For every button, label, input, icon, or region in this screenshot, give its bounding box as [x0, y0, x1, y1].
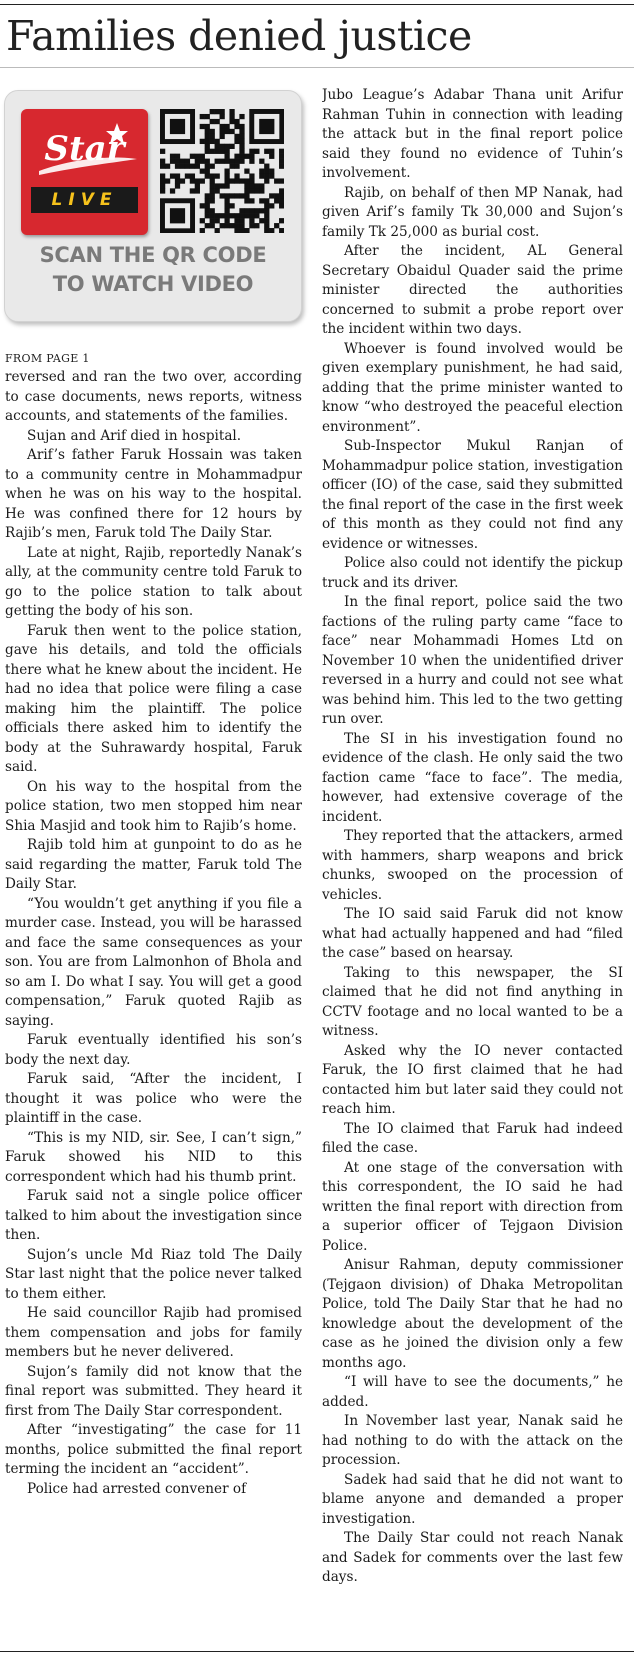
article-column-right [322, 86, 623, 1651]
star-live-logo [21, 109, 148, 235]
paragraph: Anisur Rahman, deputy commissioner (Tejgaon division) of Dhaka Metropolitan Police, told The Daily Star that he had no knowledge about the development of the case as he joined the division only a few months ago. [322, 1257, 623, 1371]
paragraph: They reported that the attackers, armed with hammers, sharp weapons and brick chunks, swooped on the procession of vehicles. [322, 828, 623, 903]
paragraph: Arif’s father Faruk Hossain was taken to a community centre in Mohammadpur when he was on his way to the hospital. He was confined there for 12 hours by Rajib’s men, Faruk told The Daily Star. [5, 447, 302, 541]
paragraph: Sujan and Arif died in hospital. [27, 427, 242, 444]
paragraph: After “investigating” the case for 11 months, police submitted the final report terming the incident an “accident”. [5, 1422, 302, 1477]
paragraph: In November last year, Nanak said he had nothing to do with the attack on the procession. [322, 1413, 623, 1468]
star-swoosh-icon [21, 109, 148, 235]
top-rule [0, 4, 634, 5]
cta-line-1: SCAN THE QR CODE [39, 243, 267, 267]
paragraph: Sujon’s uncle Md Riaz told The Daily Star last night that the police never talked to them either. [5, 1246, 302, 1302]
paragraph: In the final report, police said the two factions of the ruling party came “face to face” near Mohammadi Homes Ltd on November 10 when the unidentified driver reversed in a hurry and could not see what was behind him. This led to the two getting run over. [322, 594, 623, 727]
right-paragraphs [322, 86, 623, 1588]
qr-code-icon[interactable] [160, 109, 284, 233]
paragraph: He said councillor Rajib had promised them compensation and jobs for family members but he never delivered. [5, 1305, 302, 1360]
logo-wordmark: Star [44, 129, 125, 169]
paragraph: “I will have to see the documents,” he added. [322, 1374, 623, 1410]
paragraph: The SI in his investigation found no evidence of the clash. He only said the two faction came “face to face”. The media, however, had extensive coverage of the incident. [322, 730, 623, 825]
paragraph: Sujon’s family did not know that the final report was submitted. They heard it first from The Daily Star correspondent. [5, 1363, 302, 1419]
paragraph: The IO claimed that Faruk had indeed filed the case. [322, 1120, 623, 1156]
qr-instructions [5, 241, 301, 299]
paragraph: After the incident, AL General Secretary Obaidul Quader said the prime minister directed the authorities concerned to submit a probe report over the incident within two days. [322, 243, 623, 337]
paragraph: Asked why the IO never contacted Faruk, the IO first claimed that he had contacted him but later said they could not reach him. [322, 1042, 623, 1117]
paragraph: Late at night, Rajib, reportedly Nanak’s ally, at the community centre told Faruk to go to the police station to talk about getting the body of his son. [5, 544, 302, 619]
bottom-rule [0, 1651, 634, 1652]
dateline-spacer [5, 351, 302, 368]
paragraph: At one stage of the conversation with this correspondent, the IO said he had written the final report with direction from a superior officer of Tejgaon Division Police. [322, 1159, 623, 1254]
paragraph: Rajib told him at gunpoint to do as he said regarding the matter, Faruk told The Daily Star. [5, 837, 302, 892]
paragraph: On his way to the hospital from the police station, two men stopped him near Shia Masjid and took him to Rajib’s home. [5, 778, 302, 834]
paragraph: Faruk said, “After the incident, I thought it was police who were the plaintiff in the case. [5, 1071, 302, 1126]
article-column-left [5, 351, 302, 1651]
paragraph: Whoever is found involved would be given exemplary punishment, he had said, adding that the prime minister wanted to know “who destroyed the peaceful election environment”. [322, 340, 623, 435]
paragraph: “This is my NID, sir. See, I can’t sign,” Faruk showed his NID to this correspondent which had his thumb print. [5, 1129, 302, 1185]
left-paragraphs [5, 368, 302, 1499]
paragraph: Taking to this newspaper, the SI claimed that he did not find anything in CCTV footage and no local wanted to be a witness. [322, 964, 623, 1039]
dateline: FROM PAGE 1 [5, 352, 90, 365]
paragraph: Faruk said not a single police officer talked to him about the investigation since then. [5, 1188, 302, 1243]
paragraph: reversed and ran the two over, according to case documents, news reports, witness accounts, and statements of the families. [5, 369, 302, 424]
paragraph: Faruk then went to the police station, gave his details, and told the officials there what he knew about the incident. He had no idea that police were filing a case making him the plaintiff. The police officials there asked him to identify the body at the Suhrawardy hospital, Faruk said. [5, 622, 302, 775]
headline: Families denied justice [6, 12, 472, 60]
live-label: LIVE [51, 190, 118, 210]
paragraph: The Daily Star could not reach Nanak and Sadek for comments over the last few days. [322, 1530, 623, 1585]
paragraph: Faruk eventually identified his son’s body the next day. [5, 1032, 302, 1068]
headline-rule [0, 67, 634, 68]
paragraph: Sub-Inspector Mukul Ranjan of Mohammadpur police station, investigation officer (IO) of the case, said they submitted the final report of the case in the first week of this month as they could not find any evidence or witnesses. [322, 438, 623, 552]
paragraph: Rajib, on behalf of then MP Nanak, had given Arif’s family Tk 30,000 and Sujon’s family Tk 25,000 as burial cost. [322, 184, 623, 240]
paragraph: “You wouldn’t get anything if you file a murder case. Instead, you will be harassed and face the same consequences as your son. You are from Lalmonhon of Bhola and so am I. Do what I say. You will get a good compensation,” Faruk quoted Rajib as saying. [5, 895, 302, 1029]
paragraph: Police also could not identify the pickup truck and its driver. [322, 555, 623, 591]
paragraph: Sadek had said that he did not want to blame anyone and demanded a proper investigation. [322, 1471, 623, 1527]
paragraph: The IO said said Faruk did not know what had actually happened and had “filed the case” based on hearsay. [322, 906, 623, 961]
video-promo-box[interactable] [4, 90, 302, 322]
cta-line-2: TO WATCH VIDEO [52, 272, 254, 296]
paragraph: Jubo League’s Adabar Thana unit Arifur Rahman Tuhin in connection with leading the attack but in the final report police said they found no evidence of Tuhin’s involvement. [322, 87, 623, 181]
paragraph: Police had arrested convener of [27, 1480, 247, 1497]
